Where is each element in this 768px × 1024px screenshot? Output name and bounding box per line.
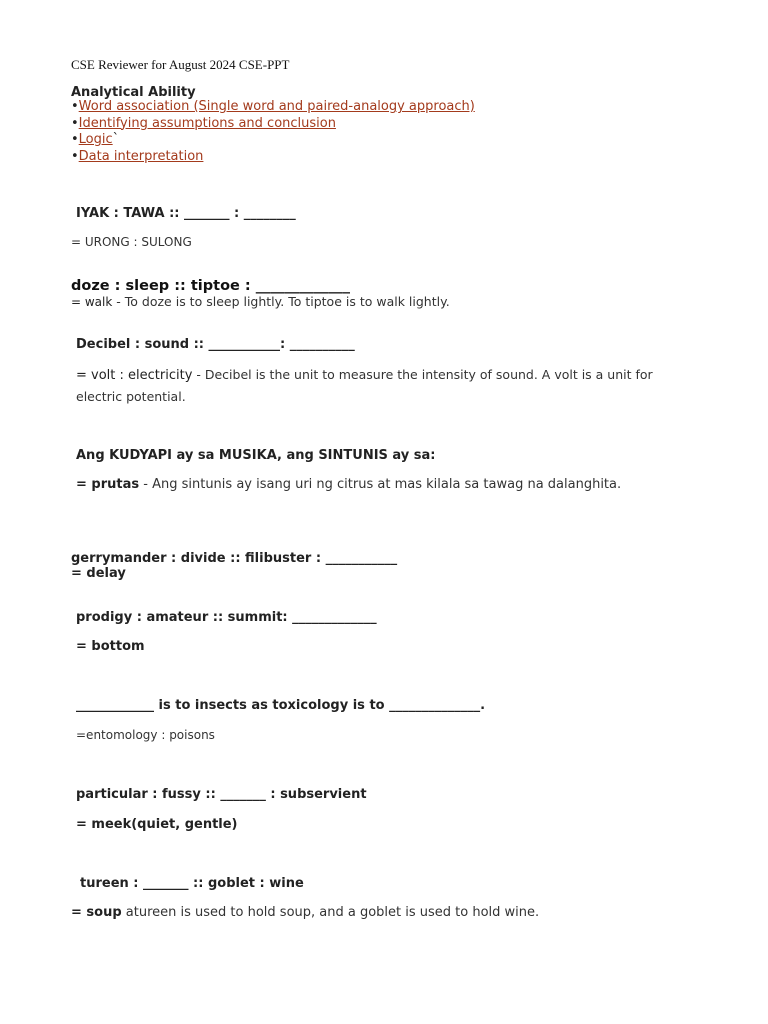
topic-link-assumptions[interactable]: Identifying assumptions and conclusion (78, 115, 336, 131)
answer-block (71, 294, 450, 309)
answer-explanation: - Decibel is the unit to measure the intensity of sound. A volt is a unit for electric potential. (76, 367, 653, 404)
bullet: • (71, 132, 79, 147)
topic-link-word-association[interactable]: Word association (Single word and paired-analogy approach) (78, 99, 475, 114)
answer-block (76, 477, 621, 492)
topic-suffix: ` (112, 132, 120, 147)
question-text: tureen : _______ :: goblet : wine (80, 876, 304, 891)
section-heading: Analytical Ability (71, 85, 196, 100)
topic-link-data-interpretation[interactable]: Data interpretation (78, 148, 204, 164)
answer-key: = bottom (76, 639, 145, 654)
question-text: gerrymander : divide :: filibuster : ___________ (71, 551, 398, 566)
topic-link-logic[interactable]: Logic (78, 132, 113, 147)
question-text: doze : sleep :: tiptoe : _____________ (71, 278, 351, 294)
topic-item (71, 132, 475, 149)
bullet: • (71, 99, 79, 114)
question-text: prodigy : amateur :: summit: _____________ (76, 610, 377, 625)
question-text: IYAK : TAWA :: _______ : ________ (76, 206, 296, 221)
topic-list (71, 99, 475, 165)
question-text: Decibel : sound :: ___________: __________ (76, 337, 355, 352)
answer-key: = prutas (76, 477, 140, 492)
topic-item (71, 149, 475, 166)
question-text: Ang KUDYAPI ay sa MUSIKA, ang SINTUNIS ay sa: (76, 448, 436, 463)
answer-key: = walk (71, 295, 113, 309)
answer-key: = meek(quiet, gentle) (76, 817, 238, 832)
answer-block (76, 364, 696, 407)
question-text: particular : fussy :: _______ : subservient (76, 787, 367, 802)
answer-text: = URONG : SULONG (71, 235, 192, 249)
topic-item (71, 99, 475, 116)
bullet: • (71, 115, 79, 131)
answer-explanation: - Ang sintunis ay isang uri ng citrus at mas kilala sa tawag na dalanghita. (139, 477, 622, 492)
question-text: ____________ is to insects as toxicology is to ______________. (76, 698, 486, 713)
answer-text: =entomology : poisons (76, 728, 215, 742)
answer-key: = soup (71, 905, 122, 920)
answer-key: = volt : electricity (76, 368, 193, 383)
answer-key: = delay (71, 566, 126, 581)
answer-explanation: atureen is used to hold soup, and a goblet is used to hold wine. (121, 905, 540, 920)
answer-explanation: - To doze is to sleep lightly. To tiptoe is to walk lightly. (112, 294, 450, 309)
bullet: • (71, 148, 79, 164)
answer-block (71, 905, 539, 920)
topic-item (71, 116, 475, 133)
document-title: CSE Reviewer for August 2024 CSE-PPT (71, 57, 290, 72)
